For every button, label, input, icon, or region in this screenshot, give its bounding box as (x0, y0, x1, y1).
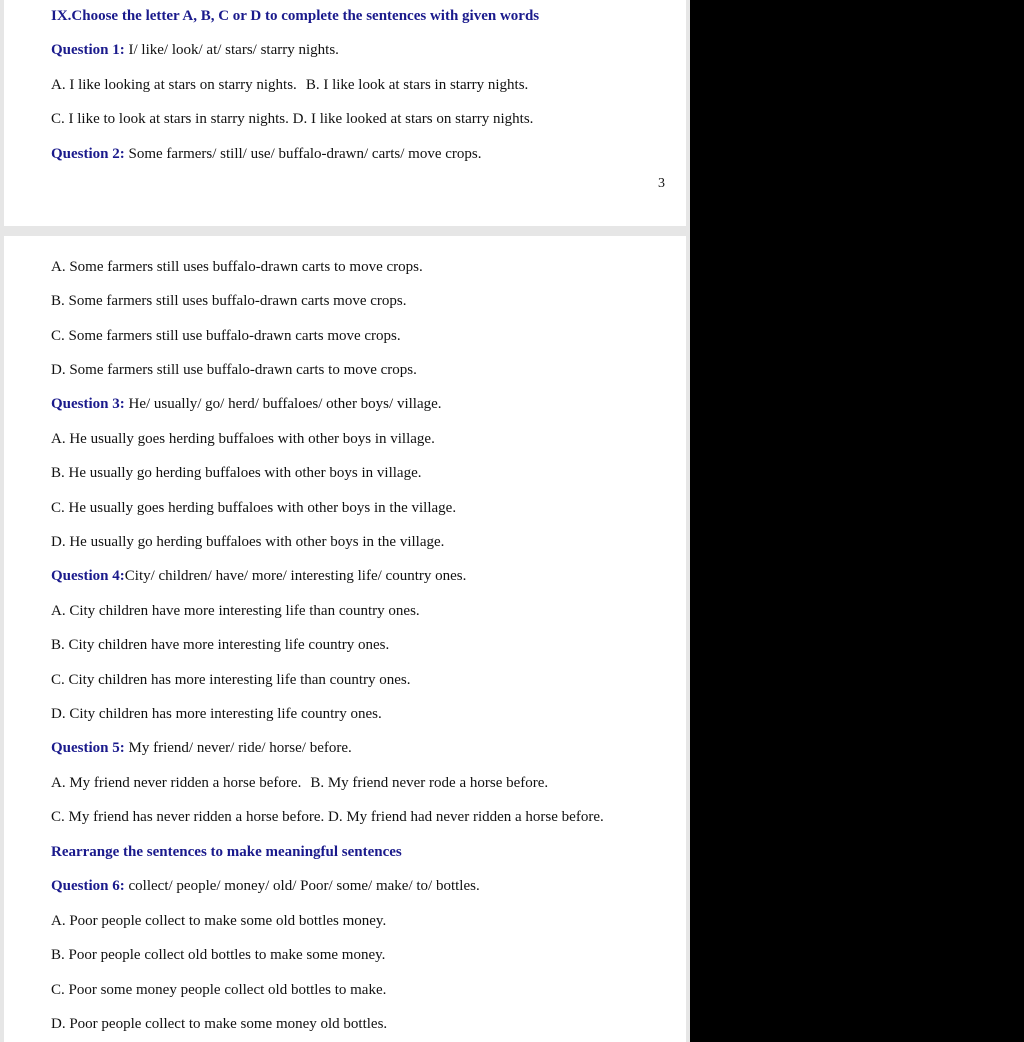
options-row (51, 773, 548, 793)
question-prompt: He/ usually/ go/ herd/ buffaloes/ other boys/ village. (124, 396, 442, 412)
option-d: D. He usually go herding buffaloes with other boys in the village. (51, 534, 445, 550)
option-b: B. My friend never rode a horse before. (310, 775, 549, 791)
question-3 (51, 394, 442, 414)
question-1 (51, 40, 339, 60)
option-a: A. My friend never ridden a horse before. (51, 775, 302, 791)
option-b: B. He usually go herding buffaloes with other boys in village. (51, 465, 422, 481)
option-a: A. I like looking at stars on starry nights. (51, 77, 297, 93)
question-label: Question 4: (51, 568, 125, 584)
question-prompt: My friend/ never/ ride/ horse/ before. (124, 740, 352, 756)
option-a: A. Poor people collect to make some old bottles money. (51, 913, 387, 929)
option-c: C. I like to look at stars in starry nights. (51, 111, 289, 127)
question-label: Question 5: (51, 740, 125, 756)
question-label: Question 2: (51, 146, 125, 162)
option-a: A. Some farmers still uses buffalo-drawn carts to move crops. (51, 259, 423, 275)
option-b: B. City children have more interesting life country ones. (51, 637, 390, 653)
question-prompt: I/ like/ look/ at/ stars/ starry nights. (124, 42, 339, 58)
option-c: C. He usually goes herding buffaloes with other boys in the village. (51, 500, 457, 516)
option-c: C. My friend has never ridden a horse before. (51, 809, 325, 825)
option-c: C. Poor some money people collect old bottles to make. (51, 982, 387, 998)
option-d: D. Some farmers still use buffalo-drawn carts to move crops. (51, 362, 417, 378)
option-b: B. I like look at stars in starry nights. (305, 77, 529, 93)
page-4 (4, 236, 686, 1042)
question-label: Question 3: (51, 396, 125, 412)
section-heading: Rearrange the sentences to make meaningful sentences (51, 844, 402, 860)
option-b: B. Poor people collect old bottles to make some money. (51, 947, 386, 963)
question-6 (51, 876, 480, 896)
page-3 (4, 0, 686, 226)
option-a: A. City children have more interesting life than country ones. (51, 603, 420, 619)
question-4 (51, 566, 466, 586)
question-5 (51, 738, 352, 758)
option-d: D. City children has more interesting life country ones. (51, 706, 382, 722)
options-row (51, 75, 528, 95)
question-prompt: Some farmers/ still/ use/ buffalo-drawn/ carts/ move crops. (124, 146, 482, 162)
option-b: B. Some farmers still uses buffalo-drawn carts move crops. (51, 293, 407, 309)
option-d: D. My friend had never ridden a horse before. (328, 809, 604, 825)
question-label: Question 6: (51, 878, 125, 894)
option-d: D. Poor people collect to make some money old bottles. (51, 1016, 388, 1032)
option-d: D. I like looked at stars on starry nights. (292, 111, 534, 127)
question-2 (51, 144, 481, 164)
question-prompt: collect/ people/ money/ old/ Poor/ some/ make/ to/ bottles. (124, 878, 480, 894)
question-prompt: City/ children/ have/ more/ interesting life/ country ones. (124, 568, 467, 584)
option-a: A. He usually goes herding buffaloes with other boys in village. (51, 431, 435, 447)
options-row (51, 109, 533, 129)
section-heading: IX.Choose the letter A, B, C or D to complete the sentences with given words (51, 8, 540, 24)
question-label: Question 1: (51, 42, 125, 58)
options-row (51, 807, 604, 827)
page-number: 3 (658, 176, 665, 191)
option-c: C. Some farmers still use buffalo-drawn carts move crops. (51, 328, 401, 344)
option-c: C. City children has more interesting life than country ones. (51, 672, 411, 688)
